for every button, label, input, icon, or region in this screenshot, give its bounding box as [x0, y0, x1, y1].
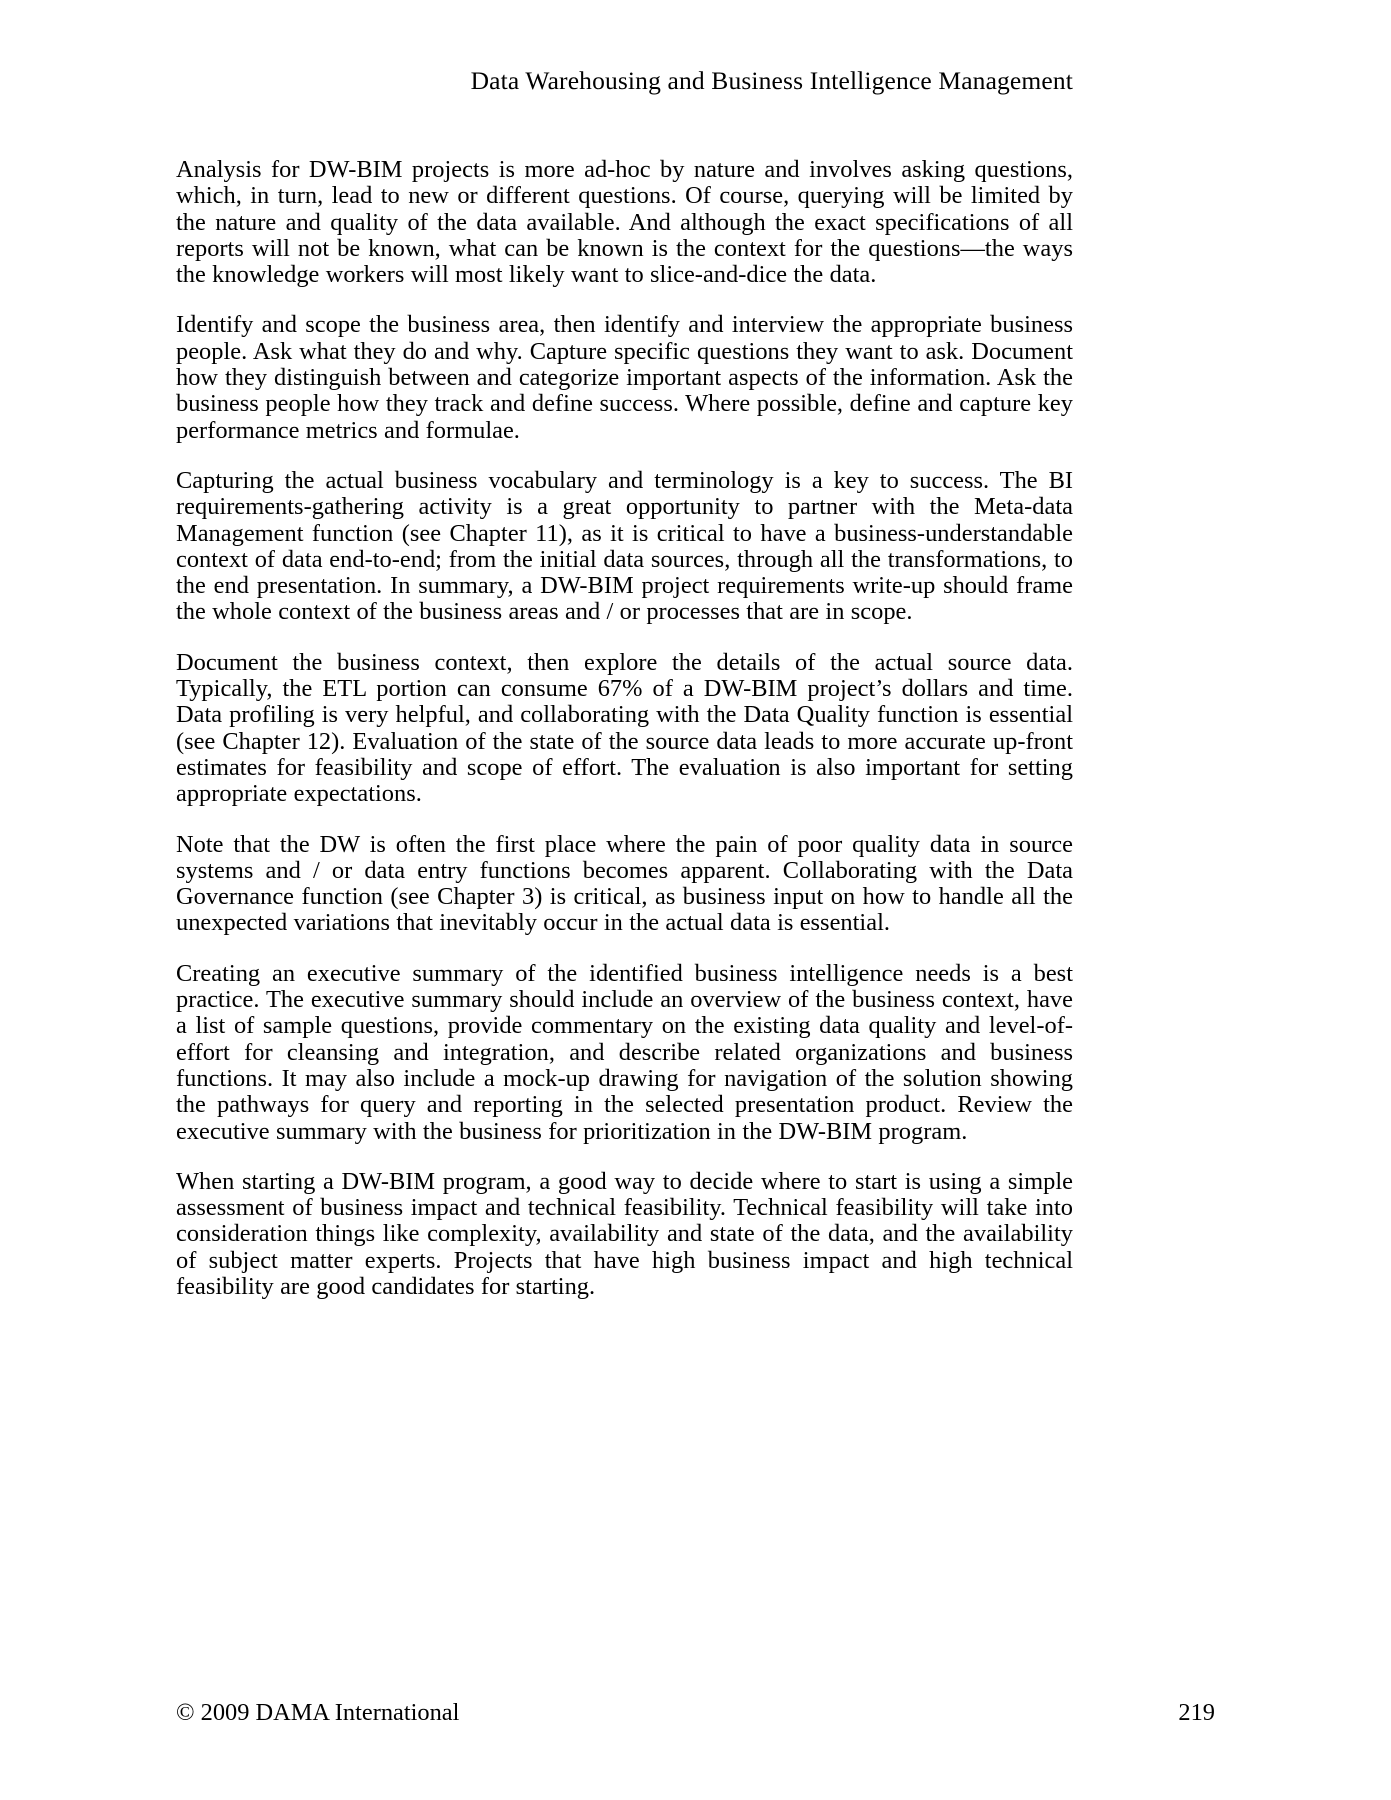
body-paragraph: Analysis for DW-BIM projects is more ad-hoc by nature and involves asking questions, which, in turn, lead to new or different questions. Of course, querying will be limited by the nature and quality of the data available. And although the exact specifications of all reports will not be known, what can be known is the context for the questions—the ways the knowledge workers will most likely want to slice-and-dice the data.: [176, 156, 1073, 289]
body-text-column: [176, 157, 1073, 1300]
body-paragraph: Capturing the actual business vocabulary and terminology is a key to success. The BI requirements-gathering activity is a great opportunity to partner with the Meta-data Management function (see Chapter 11), as it is critical to have a business-understandable context of data end-to-end; from the initial data sources, through all the transformations, to the end presentation. In summary, a DW-BIM project requirements write-up should frame the whole context of the business areas and / or processes that are in scope.: [176, 466, 1073, 626]
body-paragraph: Document the business context, then explore the details of the actual source data. Typically, the ETL portion can consume 67% of a DW-BIM project’s dollars and time. Data profiling is very helpful, and collaborating with the Data Quality function is essential (see Chapter 12). Evaluation of the state of the source data leads to more accurate up-front estimates for feasibility and scope of effort. The evaluation is also important for setting appropriate expectations.: [176, 648, 1073, 808]
page-number: 219: [1178, 1699, 1215, 1726]
body-paragraph: Note that the DW is often the first place where the pain of poor quality data in source systems and / or data entry functions becomes apparent. Collaborating with the Data Governance function (see Chapter 3) is critical, as business input on how to handle all the unexpected variations that inevitably occur in the actual data is essential.: [176, 830, 1073, 937]
body-paragraph: Identify and scope the business area, then identify and interview the appropriate business people. Ask what they do and why. Capture specific questions they want to ask. Document how they distinguish between and categorize important aspects of the information. Ask the business people how they track and define success. Where possible, define and capture key performance metrics and formulae.: [176, 311, 1073, 444]
running-header-title: Data Warehousing and Business Intelligence Management: [470, 66, 1073, 95]
body-paragraph: When starting a DW-BIM program, a good way to decide where to start is using a simple assessment of business impact and technical feasibility. Technical feasibility will take into consideration things like complexity, availability and state of the data, and the availability of subject matter experts. Projects that have high business impact and high technical feasibility are good candidates for starting.: [176, 1167, 1073, 1300]
page-footer: [176, 1698, 1215, 1727]
body-paragraph: Creating an executive summary of the identified business intelligence needs is a best practice. The executive summary should include an overview of the business context, have a list of sample questions, provide commentary on the existing data quality and level-of-effort for cleansing and integration, and describe related organizations and business functions. It may also include a mock-up drawing for navigation of the solution showing the pathways for query and reporting in the selected presentation product. Review the executive summary with the business for prioritization in the DW-BIM program.: [176, 959, 1073, 1145]
copyright-notice: © 2009 DAMA International: [176, 1699, 460, 1726]
